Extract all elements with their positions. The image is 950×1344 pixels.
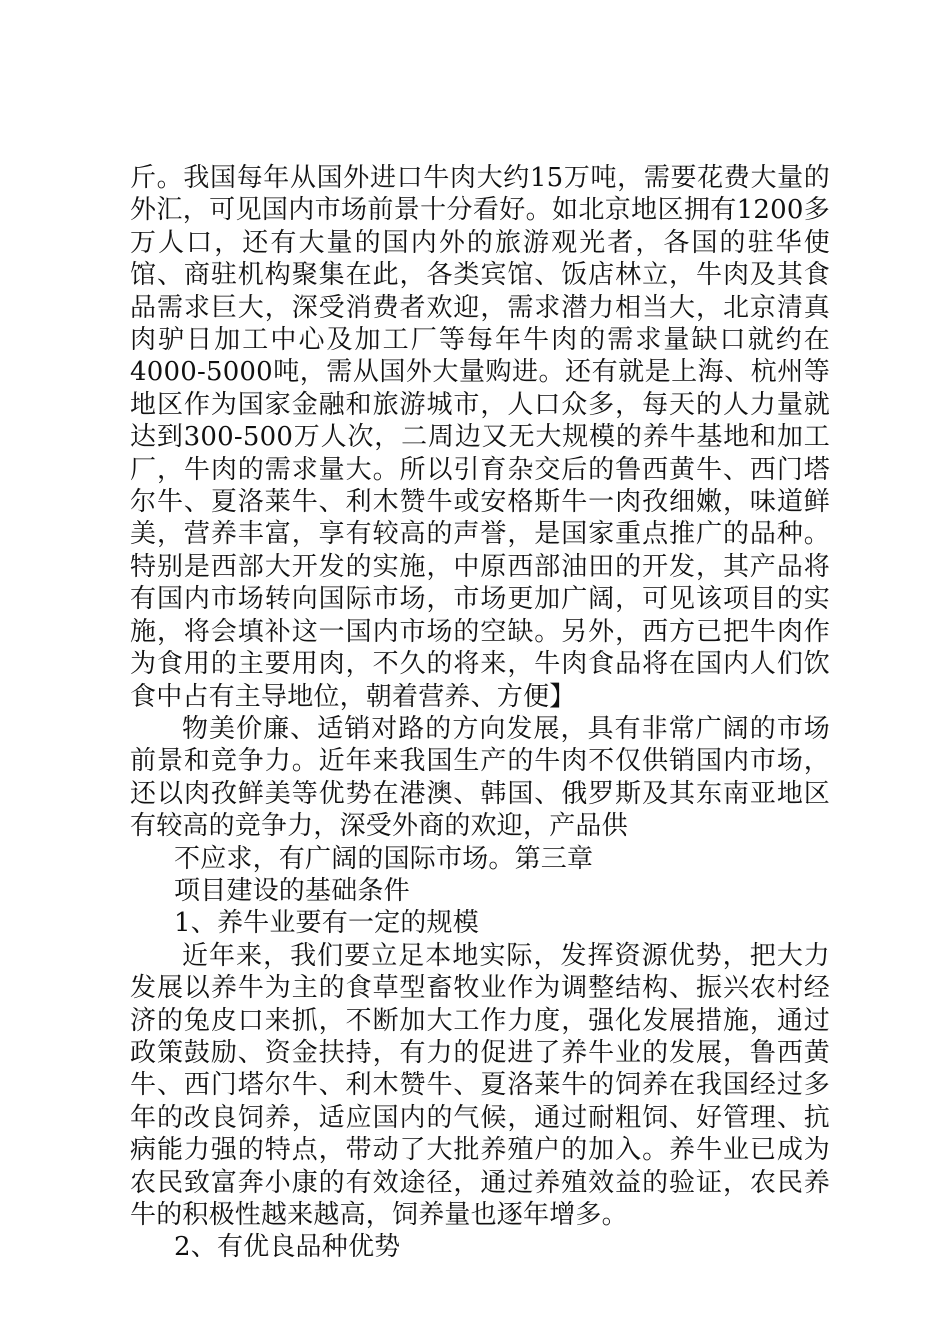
paragraph-competitiveness: 物美价廉、适销对路的方向发展，具有非常广阔的市场前景和竞争力。近年来我国生产的牛肉不仅供销国内市场，还以肉孜鲜美等优势在港澳、韩国、俄罗斯及其东南亚地区有较高的竞争力，深受外商的欢迎，产品供: [130, 713, 830, 842]
document-body: [130, 162, 830, 1264]
paragraph-international-market: 不应求，有广阔的国际市场。第三章: [174, 843, 594, 874]
subsection-title-breeds: 2、有优良品种优势: [174, 1232, 401, 1263]
subsection-title-scale: 1、养牛业要有一定的规模: [174, 908, 479, 939]
paragraph-market-demand: 斤。我国每年从国外进口牛肉大约15万吨，需要花费大量的外汇，可见国内市场前景十分看好。如北京地区拥有1200多万人口，还有大量的国内外的旅游观光者，各国的驻华使馆、商驻机构聚集在此，各类宾馆、饭店林立，牛肉及其食品需求巨大，深受消费者欢迎，需求潜力相当大，北京清真肉驴日加工中心及加工厂等每年牛肉的需求量缺口就约在4000-5000吨，需从国外大量购进。还有就是上海、杭州等地区作为国家金融和旅游城市，人口众多，每天的人力量就达到300-500万人次，二周边又无大规模的养牛基地和加工厂，牛肉的需求量大。所以引育杂交后的鲁西黄牛、西门塔尔牛、夏洛莱牛、利木赞牛或安格斯牛一肉孜细嫩，味道鲜美，营养丰富，享有较高的声誉，是国家重点推广的品种。特别是西部大开发的实施，中原西部油田的开发，其产品将有国内市场转向国际市场，市场更加广阔，可见该项目的实施，将会填补这一国内市场的空缺。另外，西方已把牛肉作为食用的主要用肉，不久的将来，牛肉食品将在国内人们饮食中占有主导地位，朝着营养、方便】: [130, 163, 830, 712]
paragraph-cattle-industry: 近年来，我们要立足本地实际，发挥资源优势，把大力发展以养牛为主的食草型畜牧业作为调整结构、振兴农村经济的兔皮口来抓，不断加大工作力度，强化发展措施，通过政策鼓励、资金扶持，有力的促进了养牛业的发展，鲁西黄牛、西门塔尔牛、利木赞牛、夏洛莱牛的饲养在我国经过多年的改良饲养，适应国内的气候，通过耐粗饲、好管理、抗病能力强的特点，带动了大批养殖户的加入。养牛业已成为农民致富奔小康的有效途径，通过养殖效益的验证，农民养牛的积极性越来越高，饲养量也逐年增多。: [130, 940, 830, 1230]
section-title-basic-conditions: 项目建设的基础条件: [174, 875, 410, 906]
